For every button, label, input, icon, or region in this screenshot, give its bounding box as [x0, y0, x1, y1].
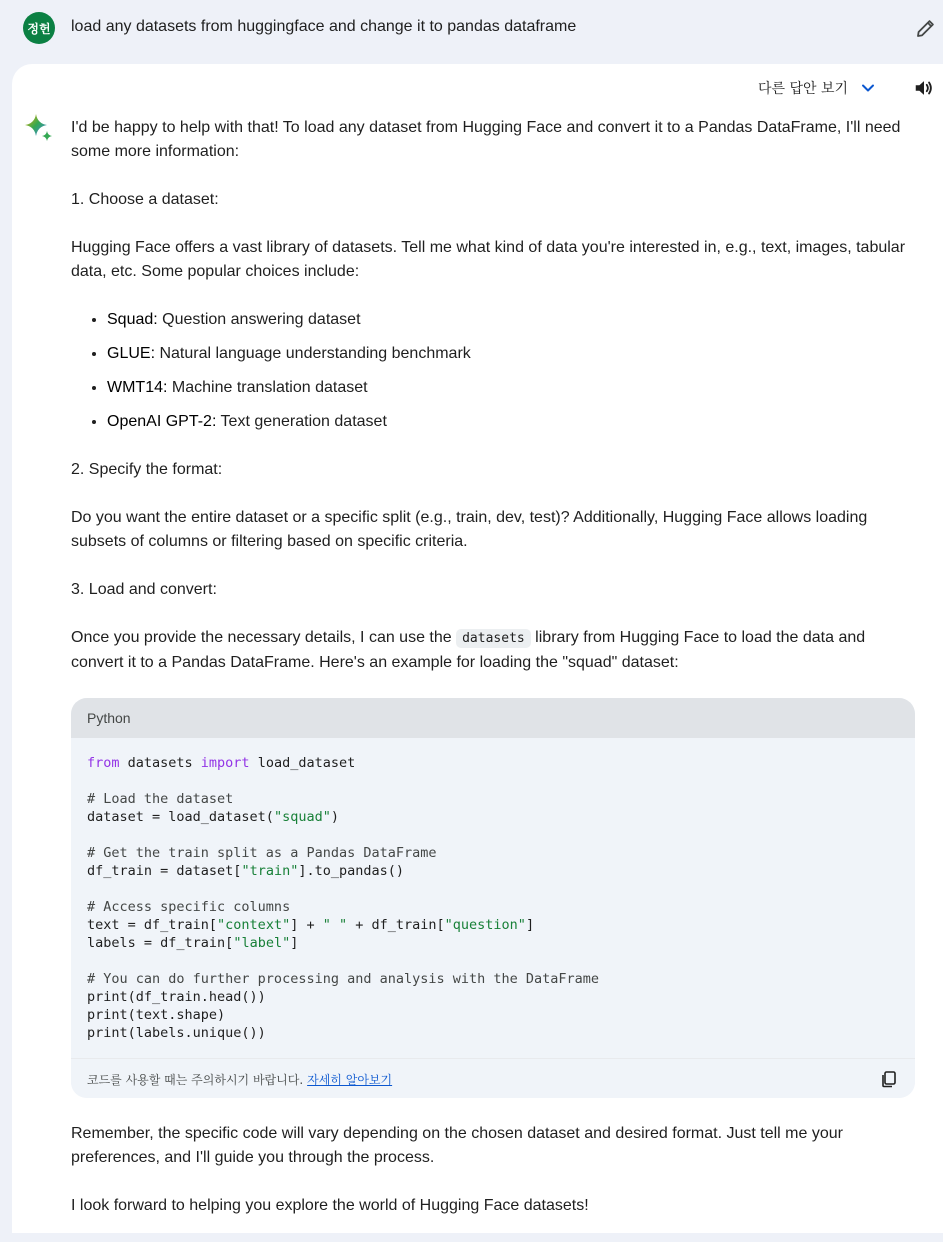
code-line [87, 880, 899, 898]
chevron-down-icon [858, 78, 878, 98]
code-token: text = df_train[ [87, 917, 218, 933]
step1-text: Hugging Face offers a vast library of datasets. Tell me what kind of data you're interested in, e.g., text, images, tabular data, etc. Some popular choices include: [71, 239, 906, 280]
code-token: labels = df_train[ [87, 935, 234, 951]
code-line [87, 1006, 899, 1024]
code-line [87, 844, 899, 862]
code-token: df_train = dataset[ [87, 863, 242, 879]
step2-text: Do you want the entire dataset or a specific split (e.g., train, dev, test)? Additionally, Hugging Face allows loading subsets of columns or filtering based on specific criteria. [71, 509, 868, 550]
code-token: import [200, 755, 250, 771]
volume-icon[interactable] [913, 77, 935, 99]
code-line [87, 808, 899, 826]
step3-before: Once you provide the necessary details, I can use the [71, 629, 457, 646]
code-token: "label" [233, 935, 291, 951]
show-drafts-button[interactable] [758, 78, 878, 98]
code-token: dataset = load_dataset( [87, 809, 274, 825]
code-line [87, 898, 899, 916]
code-token: load_dataset [249, 755, 356, 771]
step3-title: 3. Load and convert: [71, 581, 217, 598]
step3-after: library from Hugging Face to load the data and convert it to a Pandas DataFrame. Here's an example for loading the "squad" dataset: [71, 629, 866, 671]
gemini-spark-icon [24, 113, 54, 143]
choice-name: OpenAI GPT-2: [107, 413, 217, 430]
code-token: print(text.shape) [87, 1007, 226, 1023]
code-token: "context" [217, 917, 291, 933]
pencil-icon[interactable] [914, 16, 938, 40]
code-disclaimer: 코드를 사용할 때는 주의하시기 바랍니다. [87, 1072, 304, 1087]
code-content[interactable] [71, 738, 915, 1058]
answer-intro: I'd be happy to help with that! To load any dataset from Hugging Face and convert it to a Pandas DataFrame, I'll need some more information: [71, 119, 901, 160]
code-token: ) [330, 809, 339, 825]
code-footer [71, 1058, 915, 1098]
code-token: from [87, 755, 120, 771]
code-token: # Get the train split as a Pandas DataFrame [87, 845, 437, 861]
dataset-choices-list [71, 308, 911, 434]
code-line [87, 862, 899, 880]
choice-name: GLUE: [107, 345, 156, 362]
code-line [87, 916, 899, 934]
code-line [87, 790, 899, 808]
code-token: ] + [290, 917, 323, 933]
list-item [107, 410, 911, 434]
code-line [87, 1024, 899, 1042]
code-token: # Access specific columns [87, 899, 291, 915]
answer-outro [71, 1122, 911, 1242]
outro-paragraph-1: Remember, the specific code will vary depending on the chosen dataset and desired format. Just tell me your preferences, and I'll guide you through the process. [71, 1125, 843, 1166]
code-token: ].to_pandas() [298, 863, 405, 879]
list-item [107, 376, 911, 400]
choice-name: Squad: [107, 311, 158, 328]
code-token: ] [525, 917, 535, 933]
code-line [87, 772, 899, 790]
code-line [87, 952, 899, 970]
list-item [107, 308, 911, 332]
code-token: "train" [241, 863, 299, 879]
code-line [87, 988, 899, 1006]
user-avatar: 정헌 [23, 12, 55, 44]
user-prompt: load any datasets from huggingface and change it to pandas dataframe [71, 18, 577, 35]
choice-name: WMT14: [107, 379, 168, 396]
code-line [87, 754, 899, 772]
code-token: " " [322, 917, 348, 933]
code-line [87, 934, 899, 952]
step2-title: 2. Specify the format: [71, 461, 223, 478]
code-block [71, 698, 915, 1098]
code-token: "squad" [273, 809, 331, 825]
learn-more-link[interactable]: 자세히 알아보기 [307, 1072, 393, 1087]
code-token: print(labels.unique()) [87, 1025, 266, 1041]
code-token: ] [290, 935, 299, 951]
code-line [87, 970, 899, 988]
code-token: "question" [444, 917, 526, 933]
choice-desc: Machine translation dataset [167, 379, 368, 396]
inline-code: datasets [456, 629, 531, 648]
outro-paragraph-2: I look forward to helping you explore the world of Hugging Face datasets! [71, 1197, 589, 1214]
copy-icon[interactable] [879, 1069, 899, 1089]
list-item [107, 342, 911, 366]
step1-title: 1. Choose a dataset: [71, 191, 219, 208]
answer-body [71, 116, 911, 699]
prompt-bar [0, 0, 943, 62]
code-token: # Load the dataset [87, 791, 234, 807]
code-line [87, 826, 899, 844]
choice-desc: Natural language understanding benchmark [155, 345, 471, 362]
code-token: print(df_train.head()) [87, 989, 266, 1005]
code-token: # You can do further processing and analysis with the DataFrame [87, 971, 600, 987]
drafts-label: 다른 답안 보기 [758, 81, 849, 97]
code-token: datasets [119, 755, 201, 771]
step3-text [71, 626, 911, 675]
code-token: + df_train[ [347, 917, 445, 933]
code-language-label: Python [71, 698, 915, 738]
choice-desc: Text generation dataset [216, 413, 387, 430]
choice-desc: Question answering dataset [157, 311, 361, 328]
